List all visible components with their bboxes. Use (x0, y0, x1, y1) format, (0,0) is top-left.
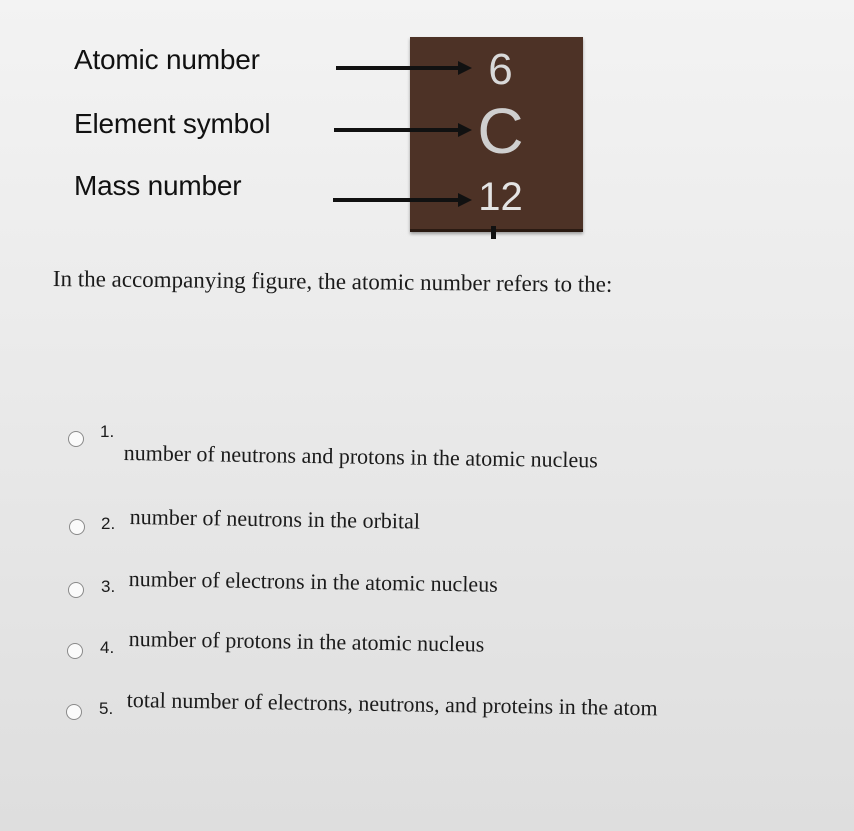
option-2-text[interactable]: number of neutrons in the orbital (129, 504, 421, 534)
tile-atomic-number: 6 (488, 45, 513, 94)
tile-mass-number: 12 (478, 175, 523, 219)
tile-element-symbol: C (477, 95, 524, 167)
option-5-radio[interactable] (66, 704, 82, 720)
option-3-text[interactable]: number of electrons in the atomic nucleus (128, 566, 498, 597)
option-5-text[interactable]: total number of electrons, neutrons, and proteins in the atom (126, 687, 658, 721)
atomic-number-label: Atomic number (74, 44, 260, 75)
option-3-number: 3. (101, 577, 116, 596)
mass-number-arrow-line (333, 198, 460, 202)
option-1[interactable] (0, 418, 854, 473)
option-5-number: 5. (99, 699, 114, 718)
atomic-number-arrow-line (336, 66, 460, 70)
option-4[interactable] (0, 622, 854, 672)
option-4-radio[interactable] (67, 643, 83, 659)
option-4-number: 4. (100, 638, 115, 657)
option-1-text[interactable]: number of neutrons and protons in the atomic nucleus (123, 440, 599, 473)
tile-stub-line (491, 226, 496, 239)
option-2[interactable] (0, 500, 854, 550)
option-3[interactable] (0, 562, 854, 612)
option-1-number: 1. (100, 422, 115, 441)
option-2-number: 2. (101, 514, 116, 533)
mass-number-label: Mass number (74, 170, 242, 201)
element-symbol-label: Element symbol (74, 108, 271, 139)
atomic-number-arrow-icon (458, 61, 472, 75)
element-symbol-arrow-line (334, 128, 460, 132)
element-symbol-arrow-icon (458, 123, 472, 137)
question-text: In the accompanying figure, the atomic number refers to the: (52, 266, 613, 297)
option-2-radio[interactable] (69, 519, 85, 535)
option-1-radio[interactable] (68, 431, 84, 447)
option-5[interactable] (0, 684, 854, 734)
option-4-text[interactable]: number of protons in the atomic nucleus (128, 626, 485, 657)
option-3-radio[interactable] (68, 582, 84, 598)
mass-number-arrow-icon (458, 193, 472, 207)
